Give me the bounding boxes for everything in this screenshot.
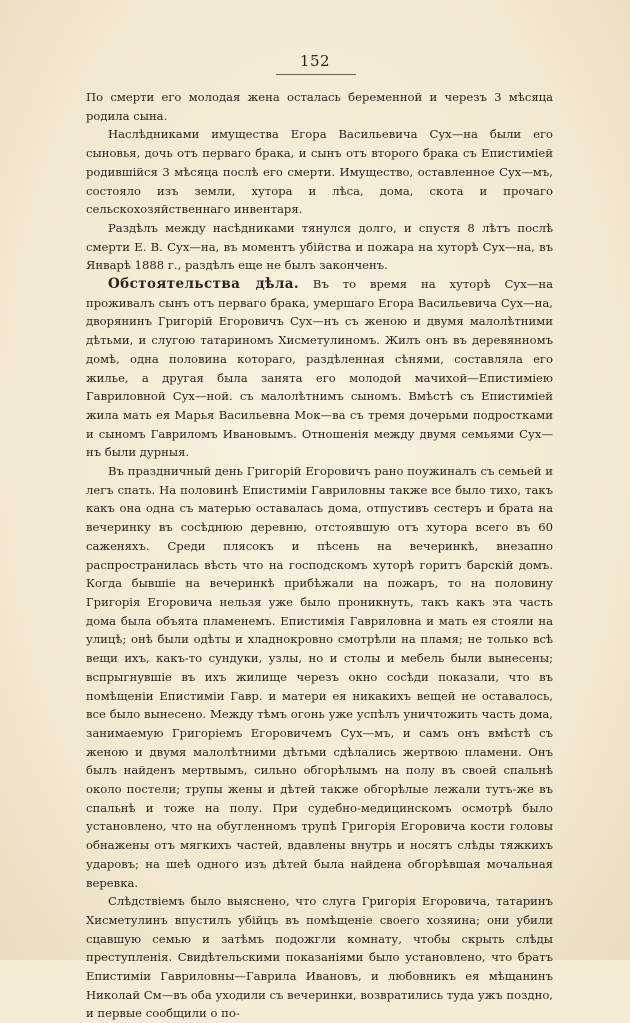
paragraph-text: Въ то время на хуторѣ Сух—на проживалъ сынъ отъ перваго брака, умершаго Егора Васильевича Сух—на, дворянинъ Григорій Егоровичъ Сух—нъ съ женою и двумя малолѣтними дѣтьми, и слугою татариномъ Хисметулиномъ. Жилъ онъ въ деревянномъ домѣ, одна половина котораго, раздѣленная сѣнями, составляла его жилье, а другая была занята его молодой мачихой—Епистиміею Гавриловной Сух—ной. съ малолѣтнимъ сыномъ. Вмѣстѣ съ Епистиміей жила мать ея Марья Васильевна Мок—ва съ тремя дочерьми подростками и сыномъ Гавриломъ Ивановымъ. Отношенія между двумя семьями Сух—нъ были дурныя.	[86, 277, 553, 460]
paragraph: Слѣдствіемъ было выяснено, что слуга Григорія Егоровича, татаринъ Хисметулинъ впустилъ убійцъ въ помѣщеніе своего хозяина; они убили сцавшую семью и затѣмъ подожгли комнату, чтобы скрыть слѣды преступленія. Свидѣтельскими показаніями было установлено, что братъ Епистиміи Гавриловны—Гаврила Ивановъ, и любовникъ ея мѣщанинъ Николай См—въ оба уходили съ вечеринки, возвратились туда ужъ поздно, и первые сообщили о по-	[86, 894, 553, 1021]
paragraph	[86, 275, 553, 462]
paragraph: По смерти его молодая жена осталась беременной и черезъ 3 мѣсяца родила сына.	[86, 90, 553, 123]
paragraph: Наслѣдниками имущества Егора Васильевича Сух—на были его сыновья, дочь отъ перваго брака, и сынъ отъ второго брака съ Епистиміей родившійся 3 мѣсяца послѣ его смерти. Имущество, оставленное Сух—мъ, состояло изъ земли, хутора и лѣса, дома, скота и прочаго сельскохозяйственнаго инвентаря.	[86, 127, 553, 217]
page-number: 152	[299, 52, 331, 70]
page-number-rule	[276, 74, 356, 75]
paragraph: Въ праздничный день Григорій Егоровичъ рано поужиналъ съ семьей и легъ спать. На половинѣ Епистиміи Гавриловны также все было тихо, такъ какъ она одна съ матерью оставалась дома, отпустивъ сестеръ и брата на вечеринку въ сосѣднюю деревню, отстоявшую отъ хутора всего въ 60 саженяхъ. Среди плясокъ и пѣсень на вечеринкѣ, внезапно распространилась вѣсть что на господскомъ хуторѣ горитъ барскій домъ. Когда бывшіе на вечеринкѣ прибѣжали на пожаръ, то на половину Григорія Егоровича нельзя уже было проникнуть, такъ какъ эта часть дома была объята пламенемъ. Епистимія Гавриловна и мать ея стояли на улицѣ; онѣ были одѣты и хладнокровно смотрѣли на пламя; не только всѣ вещи ихъ, какъ-то сундуки, узлы, но и столы и мебель были вынесены; вспрыгнувшіе въ ихъ жилище черезъ окно сосѣди показали, что въ помѣщеніи Епистиміи Гавр. и матери ея никакихъ вещей не оставалось, все было вынесено. Между тѣмъ огонь уже успѣлъ уничтожить часть дома, занимаемую Григоріемъ Егоровичемъ Сух—мъ, и самъ онъ вмѣстѣ съ женою и двумя малолѣтними дѣтьми сдѣлались жертвою пламени. Онъ былъ найденъ мертвымъ, сильно обгорѣлымъ на полу въ своей спальнѣ около постели; трупы жены и дѣтей также обгорѣлые лежали тутъ-же въ спальнѣ и тоже на полу. При судебно-медицинскомъ осмотрѣ было установлено, что на обугленномъ трупѣ Григорія Егоровича кости головы обнажены отъ мягкихъ частей, вдавлены внутрь и носятъ слѣды тяжкихъ ударовъ; на шеѣ одного изъ дѣтей была найдена обгорѣвшая мочальная веревка.	[86, 464, 553, 890]
paragraph: Раздѣлъ между насѣдниками тянулся долго, и спустя 8 лѣтъ послѣ смерти Е. В. Сух—на, въ моментъ убійства и пожара на хуторѣ Сух—на, въ Январѣ 1888 г., раздѣлъ еще не былъ законченъ.	[86, 220, 553, 273]
body-text	[86, 88, 553, 1023]
section-heading: Обстоятельства дѣла.	[108, 276, 300, 293]
